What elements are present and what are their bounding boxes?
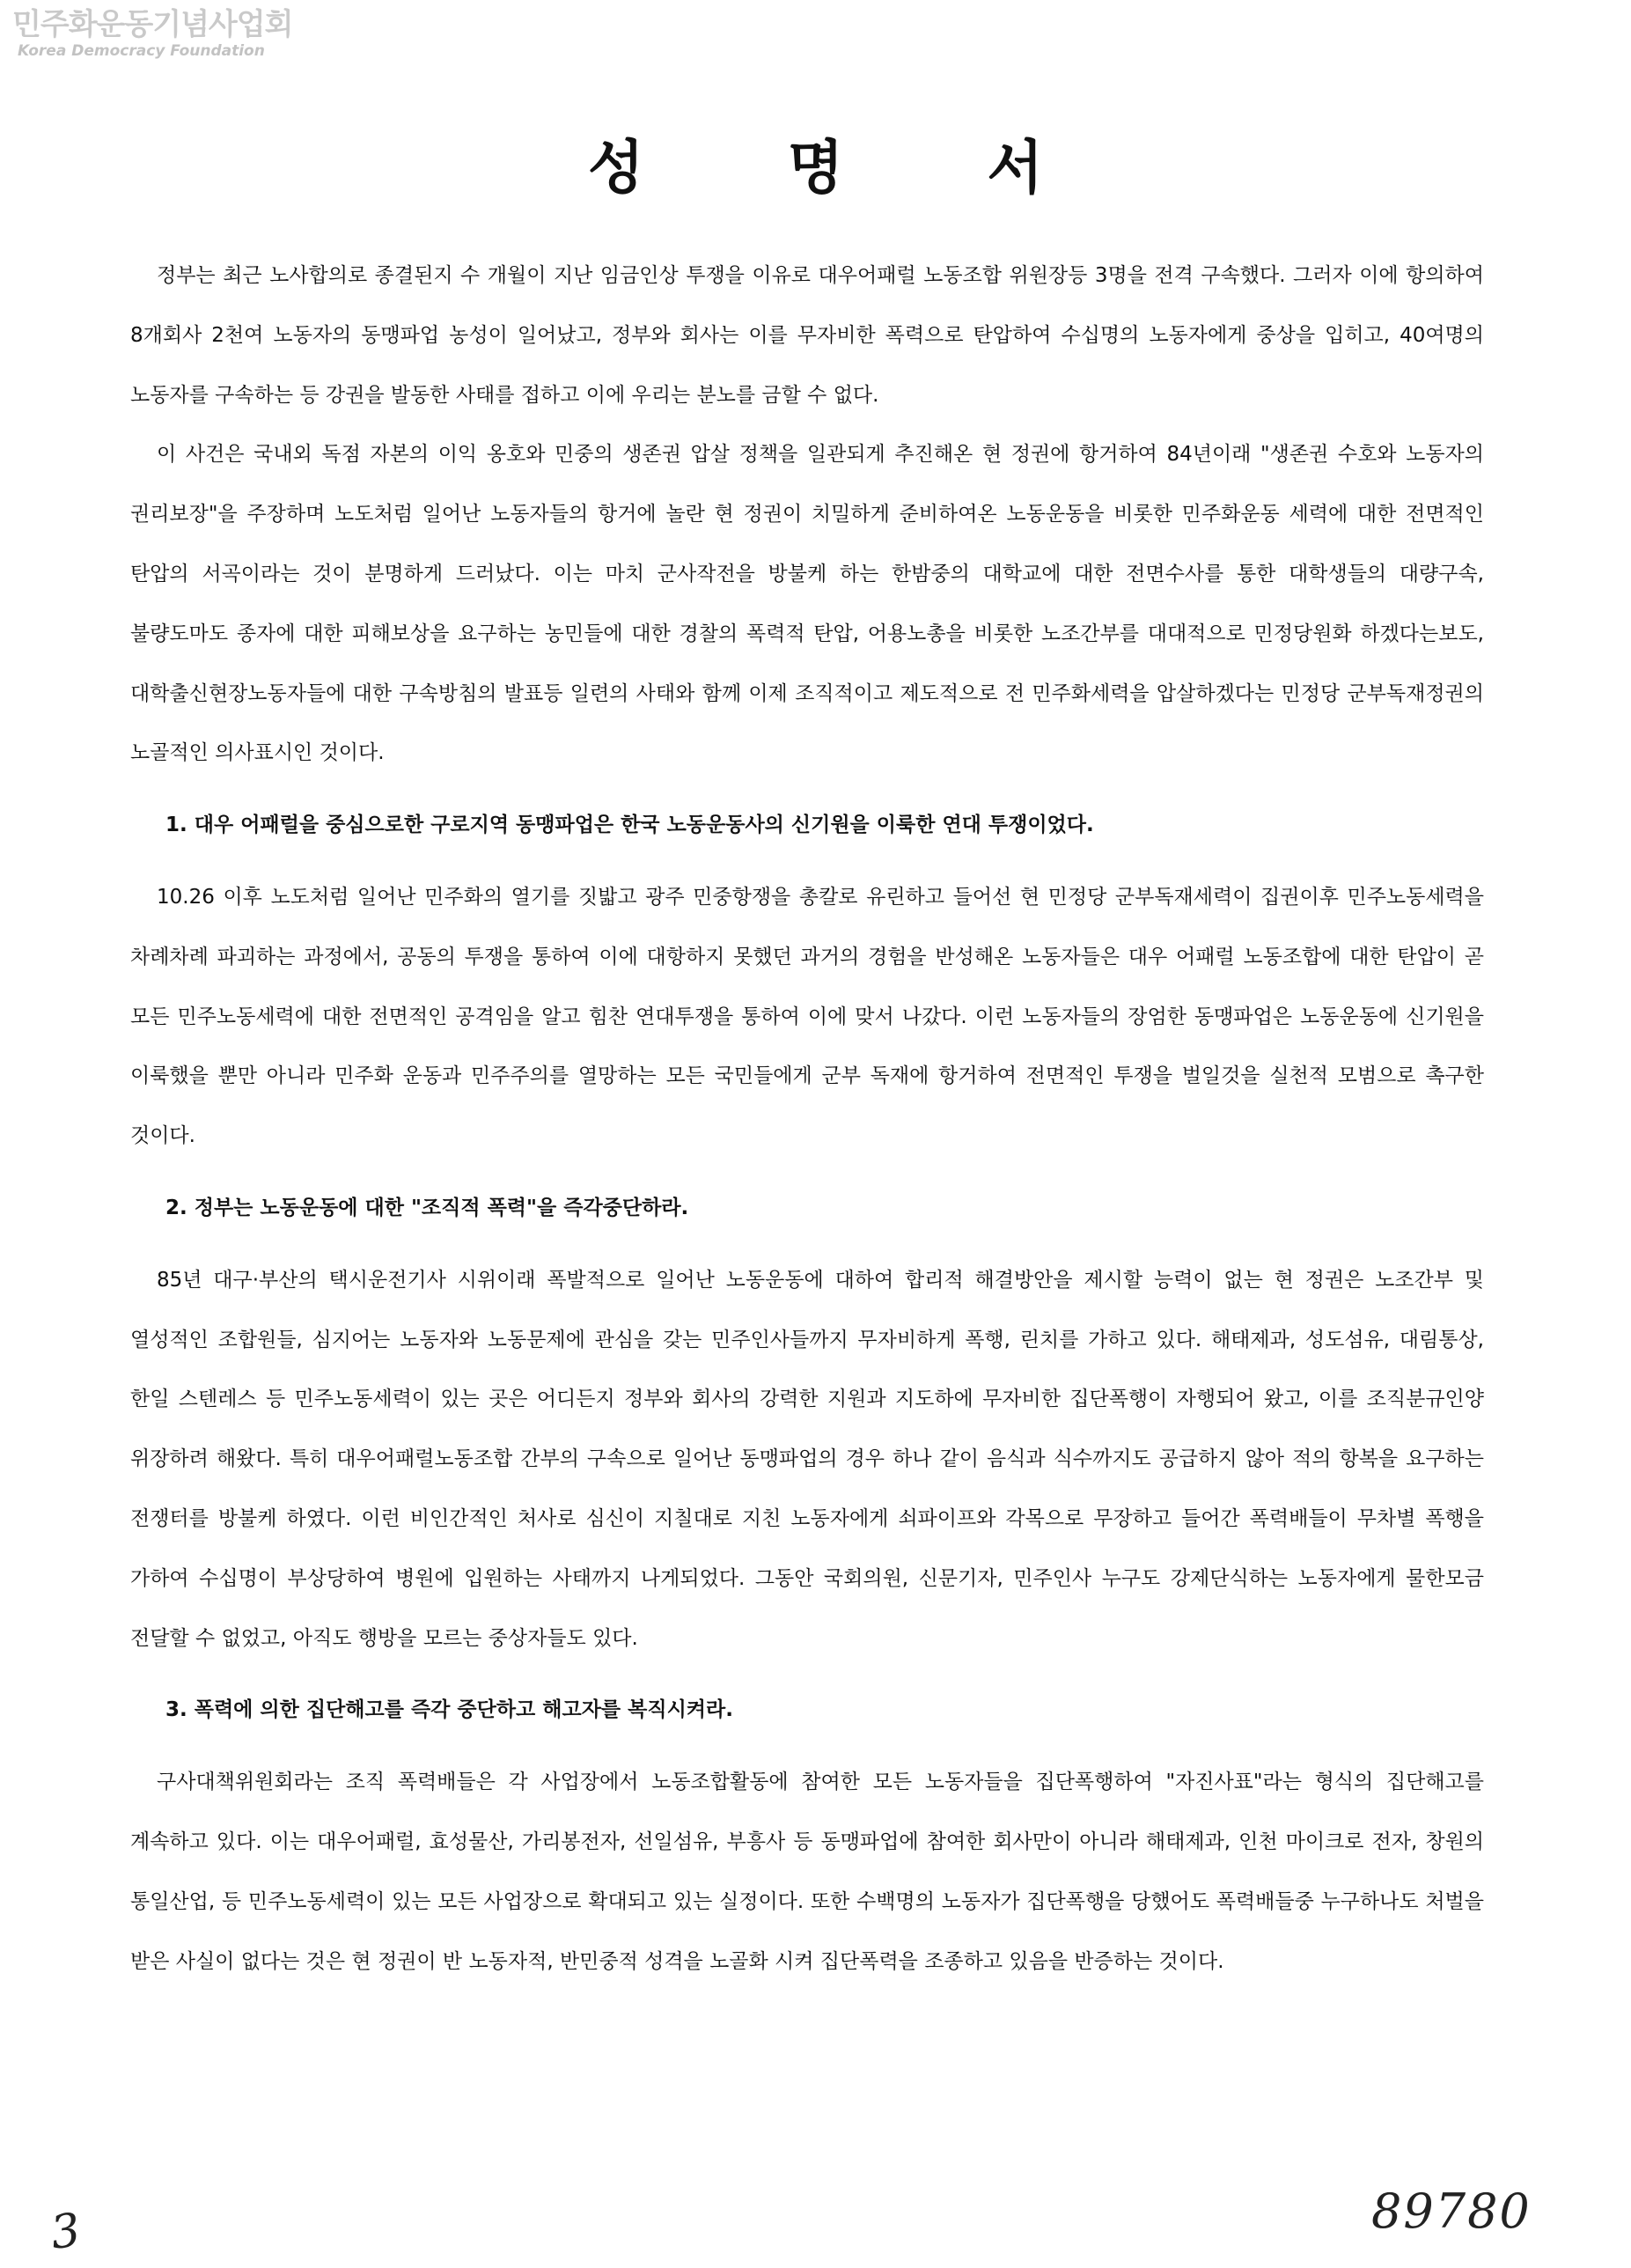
- document-title: 성 명 서: [587, 133, 1106, 202]
- foundation-watermark: [12, 7, 292, 60]
- section-3-body: 구사대책위원회라는 조직 폭력배들은 각 사업장에서 노동조합활동에 참여한 모든 노동자들을 집단폭행하여 "자진사표"라는 형식의 집단해고를 계속하고 있다. 이는 대우어패럴, 효성물산, 가리봉전자, 선일섬유, 부흥사 등 동맹파업에 참여한 회사만이 아니라 해태제과, 인천 마이크로 전자, 창원의 통일산업, 등 민주노동세력이 있는 모든 사업장으로 확대되고 있는 실정이다. 또한 수백명의 노동자가 집단폭행을 당했어도 폭력배들중 누구하나도 처벌을 받은 사실이 없다는 것은 현 정권이 반 노동자적, 반민중적 성격을 노골화 시켜 집단폭력을 조종하고 있음을 반증하는 것이다.: [130, 1771, 1484, 1973]
- watermark-korean: 민주화운동기념사업회: [12, 7, 293, 42]
- intro-paragraph-2: 이 사건은 국내외 독점 자본의 이익 옹호와 민중의 생존권 압살 정책을 일관되게 추진해온 현 정권에 항거하여 84년이래 "생존권 수호와 노동자의 권리보장"을 주장하며 노도처럼 일어난 노동자들의 항거에 놀란 현 정권이 치밀하게 준비하여온 노동운동을 비롯한 민주화운동 세력에 대한 전면적인 탄압의 서곡이라는 것이 분명하게 드러났다. 이는 마치 군사작전을 방불케 하는 한밤중의 대학교에 대한 전면수사를 통한 대학생들의 대량구속, 불량도마도 종자에 대한 피해보상을 요구하는 농민들에 대한 경찰의 폭력적 탄압, 어용노총을 비롯한 노조간부를 대대적으로 민정당원화 하겠다는보도, 대학출신현장노동자들에 대한 구속방침의 발표등 일련의 사태와 함께 이제 조직적이고 제도적으로 전 민주화세력을 압살하겠다는 민정당 군부독재정권의 노골적인 의사표시인 것이다.: [130, 443, 1484, 765]
- section-2-heading: 2. 정부는 노동운동에 대한 "조직적 폭력"을 즉각중단하라.: [165, 1196, 689, 1219]
- section-1-heading: 1. 대우 어패럴을 중심으로한 구로지역 동맹파업은 한국 노동운동사의 신기원을 이룩한 연대 투쟁이었다.: [165, 814, 1094, 837]
- section-2-body: 85년 대구·부산의 택시운전기사 시위이래 폭발적으로 일어난 노동운동에 대하여 합리적 해결방안을 제시할 능력이 없는 현 정권은 노조간부 및 열성적인 조합원들, 심지어는 노동자와 노동문제에 관심을 갖는 민주인사들까지 무자비하게 폭행, 린치를 가하고 있다. 해태제과, 성도섬유, 대림통상, 한일 스텐레스 등 민주노동세력이 있는 곳은 어디든지 정부와 회사의 강력한 지원과 지도하에 무자비한 집단폭행이 자행되어 왔고, 이를 조직분규인양 위장하려 해왔다. 특히 대우어패럴노동조합 간부의 구속으로 일어난 동맹파업의 경우 하나 같이 음식과 식수까지도 공급하지 않아 적의 항복을 요구하는 전쟁터를 방불케 하였다. 이런 비인간적인 처사로 심신이 지칠대로 지친 노동자에게 쇠파이프와 각목으로 무장하고 들어간 폭력배들이 무차별 폭행을 가하여 수십명이 부상당하여 병원에 입원하는 사태까지 나게되었다. 그동안 국회의원, 신문기자, 민주인사 누구도 강제단식하는 노동자에게 물한모금 전달할 수 없었고, 아직도 행방을 모르는 중상자들도 있다.: [130, 1268, 1484, 1650]
- handwritten-document-number: 89780: [1371, 2183, 1532, 2239]
- watermark-english: Korea Democracy Foundation: [18, 42, 265, 60]
- section-3-heading: 3. 폭력에 의한 집단해고를 즉각 중단하고 해고자를 복직시켜라.: [165, 1698, 733, 1722]
- intro-paragraph-1: 정부는 최근 노사합의로 종결된지 수 개월이 지난 임금인상 투쟁을 이유로 대우어패럴 노동조합 위원장등 3명을 전격 구속했다. 그러자 이에 항의하여 8개회사 2천여 노동자의 동맹파업 농성이 일어났고, 정부와 회사는 이를 무자비한 폭력으로 탄압하여 수십명의 노동자에게 중상을 입히고, 40여명의 노동자를 구속하는 등 강권을 발동한 사태를 접하고 이에 우리는 분노를 금할 수 없다.: [130, 264, 1484, 407]
- handwritten-page-mark: 3: [47, 2203, 84, 2261]
- section-1-body: 10.26 이후 노도처럼 일어난 민주화의 열기를 짓밟고 광주 민중항쟁을 총칼로 유린하고 들어선 현 민정당 군부독재세력이 집권이후 민주노동세력을 차례차례 파괴하는 과정에서, 공동의 투쟁을 통하여 이에 대항하지 못했던 과거의 경험을 반성해온 노동자들은 대우 어패럴 노동조합에 대한 탄압이 곧 모든 민주노동세력에 대한 전면적인 공격임을 알고 힘찬 연대투쟁을 통하여 이에 맞서 나갔다. 이런 노동자들의 장엄한 동맹파업은 노동운동에 신기원을 이룩했을 뿐만 아니라 민주화 운동과 민주주의를 열망하는 모든 국민들에게 군부 독재에 항거하여 전면적인 투쟁을 벌일것을 실천적 모범으로 촉구한 것이다.: [130, 885, 1484, 1148]
- document-body: [130, 247, 1484, 1992]
